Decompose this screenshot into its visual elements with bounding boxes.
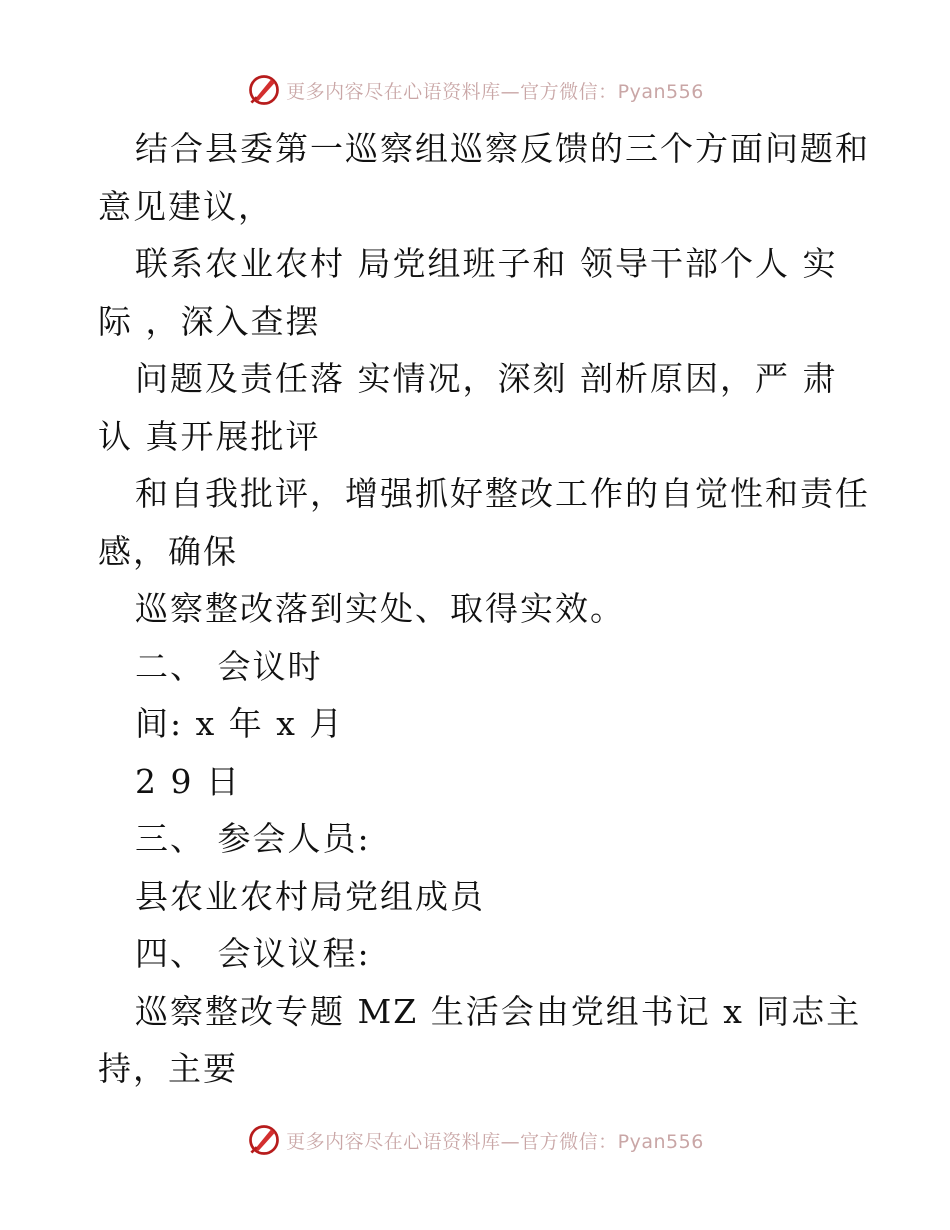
watermark-footer bbox=[0, 1120, 950, 1160]
brand-logo-icon bbox=[246, 72, 282, 108]
text-line: 巡察整改落到实处、取得实效。 bbox=[135, 589, 625, 628]
text-line: 巡察整改专题 MZ 生活会由党组书记 x 同志主 bbox=[135, 991, 862, 1031]
section-heading: 四、 会议议程: bbox=[135, 934, 371, 973]
watermark-text: 更多内容尽在心语资料库—官方微信：Pyan556 bbox=[286, 80, 704, 103]
watermark-header bbox=[0, 70, 950, 110]
text-line: 2 9 日 bbox=[135, 761, 241, 801]
text-line: 县农业农村局党组成员 bbox=[135, 876, 485, 916]
text-line: 认 真开展批评 bbox=[98, 416, 321, 456]
section-heading: 三、 参会人员: bbox=[135, 819, 371, 858]
text-line: 问题及责任落 实情况，深刻 剖析原因，严 肃 bbox=[135, 359, 838, 398]
document-body bbox=[98, 120, 870, 1098]
text-line: 间: x 年 x 月 bbox=[135, 704, 345, 743]
text-line: 际 ，深入查摆 bbox=[98, 301, 321, 341]
brand-logo-icon bbox=[246, 1122, 282, 1158]
text-line: 意见建议， bbox=[98, 186, 273, 226]
text-line: 持，主要 bbox=[98, 1049, 238, 1088]
text-line: 结合县委第一巡察组巡察反馈的三个方面问题和 bbox=[135, 129, 870, 168]
text-line: 和自我批评，增强抓好整改工作的自觉性和责任 bbox=[135, 474, 870, 513]
text-line: 感，确保 bbox=[98, 531, 238, 571]
watermark-text: 更多内容尽在心语资料库—官方微信：Pyan556 bbox=[286, 1130, 704, 1153]
section-heading: 二、 会议时 bbox=[135, 646, 323, 686]
text-line: 联系农业农村 局党组班子和 领导干部个人 实 bbox=[135, 244, 838, 283]
